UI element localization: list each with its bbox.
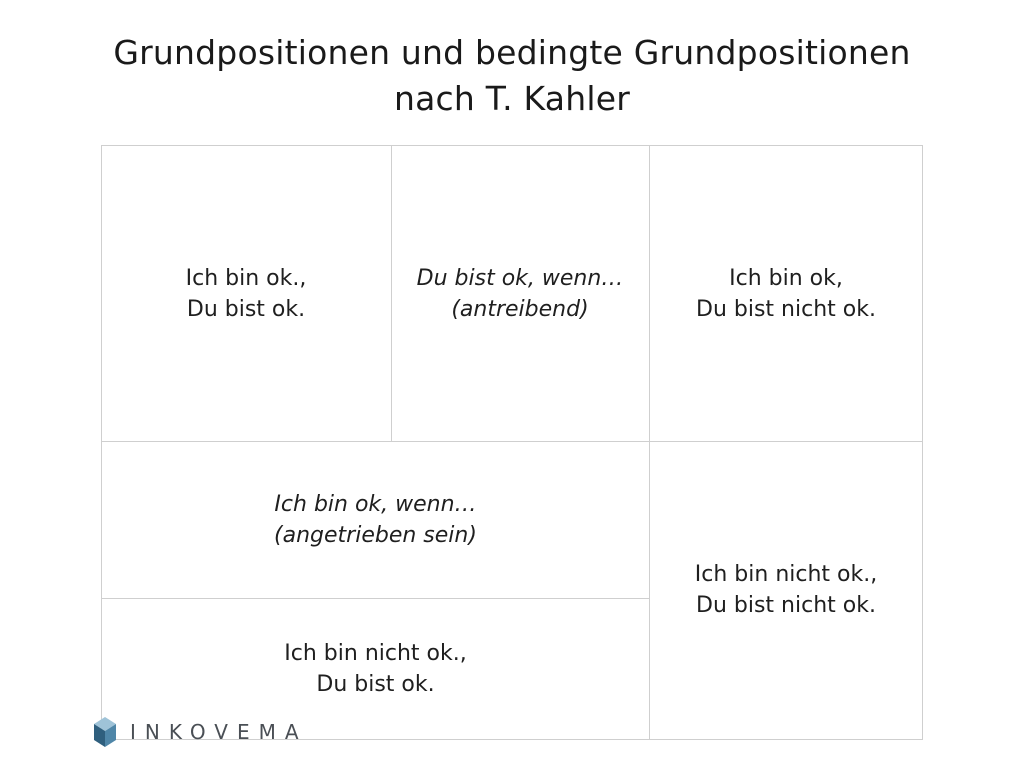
cell-du-ok-wenn (391, 145, 649, 442)
cell-text-line-1: Ich bin ok., (185, 265, 307, 291)
slide-title (0, 30, 1024, 122)
cell-text-line-2: (angetrieben sein) (274, 522, 477, 548)
cube-icon (94, 717, 116, 747)
cell-ich-nicht-ok-du-nicht-ok (649, 441, 923, 739)
cell-text-line-1: Ich bin nicht ok., (694, 562, 878, 587)
cell-text-line-1: Ich bin ok, (729, 265, 843, 291)
logo-text: INKOVEMA (130, 720, 308, 744)
inkovema-logo (94, 716, 308, 748)
cell-text-line-1: Ich bin nicht ok., (284, 640, 467, 666)
cell-text-line-1: Du bist ok, wenn… (416, 265, 624, 291)
cell-text-line-2: Du bist ok. (316, 671, 435, 697)
cell-text-line-2: Du bist nicht ok. (696, 296, 876, 322)
cell-ich-ok-du-nicht-ok (649, 145, 923, 442)
cell-text-line-2: Du bist nicht ok. (696, 593, 876, 618)
cell-text-line-2: Du bist ok. (186, 296, 306, 322)
title-line-2: nach T. Kahler (394, 79, 630, 118)
cell-text-line-2: (antreibend) (451, 296, 589, 322)
cell-text-line-1: Ich bin ok, wenn… (274, 491, 477, 517)
title-line-1: Grundpositionen und bedingte Grundpositionen (113, 33, 911, 72)
cell-ich-ok-wenn (101, 441, 650, 598)
cell-ich-ok-du-ok (101, 145, 391, 442)
